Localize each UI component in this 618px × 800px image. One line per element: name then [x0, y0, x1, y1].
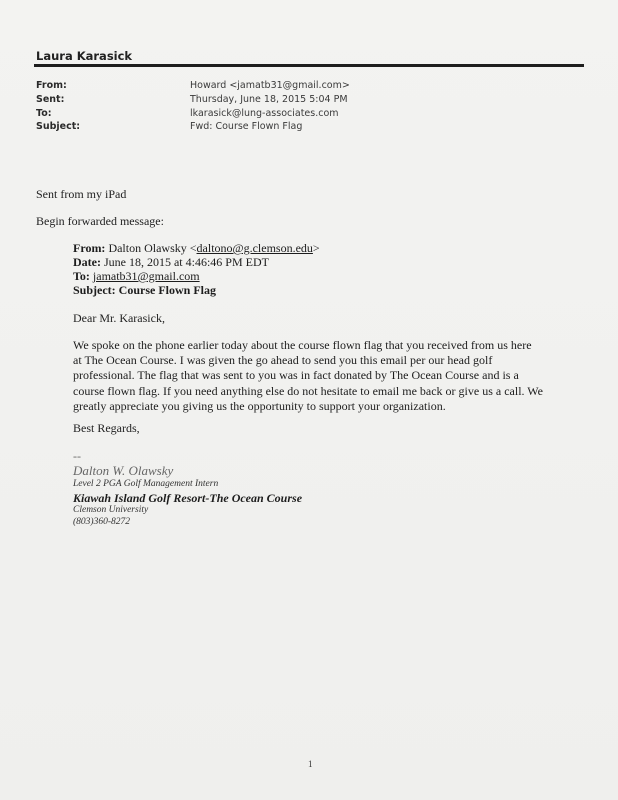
- forwarded-to-label: To:: [73, 269, 90, 283]
- header-from-label: From:: [36, 80, 67, 91]
- mailbox-owner-name: Laura Karasick: [36, 49, 133, 63]
- signature-separator: --: [73, 449, 81, 463]
- signature-title: Level 2 PGA Golf Management Intern: [73, 479, 219, 489]
- forwarded-subject-label: Subject:: [73, 283, 116, 297]
- header-subject-label: Subject:: [36, 121, 81, 132]
- forwarded-from-email-link[interactable]: daltono@g.clemson.edu: [196, 241, 313, 255]
- header-sent-value: Thursday, June 18, 2015 5:04 PM: [190, 94, 348, 105]
- forwarded-from-label: From:: [73, 241, 106, 255]
- forwarded-date-line: [73, 255, 269, 270]
- greeting: Dear Mr. Karasick,: [73, 311, 165, 325]
- message-body: We spoke on the phone earlier today about the course flown flag that you received from us here at The Ocean Course. I was given the go ahead to send you this email per our head golf professional. The flag that was sent to you was in fact donated by The Ocean Course and is a course flown flag. If you need anything else do not hesitate to email me back or give us a call. We greatly appreciate you giving us the opportunity to support your organization.: [73, 338, 543, 413]
- closing: Best Regards,: [73, 421, 140, 435]
- forwarded-date-label: Date:: [73, 255, 101, 269]
- forwarded-subject-line: [73, 283, 216, 298]
- forwarded-date-value: June 18, 2015 at 4:46:46 PM EDT: [103, 255, 269, 269]
- header-to-value: lkarasick@lung-associates.com: [190, 108, 339, 119]
- header-subject-value: Fwd: Course Flown Flag: [190, 121, 303, 132]
- signature-phone: (803)360-8272: [73, 517, 130, 527]
- header-to-label: To:: [36, 108, 52, 119]
- header-sent-label: Sent:: [36, 94, 65, 105]
- signature-company: Kiawah Island Golf Resort-The Ocean Course: [73, 491, 303, 505]
- page-number: 1: [308, 759, 313, 769]
- forwarded-to-email-link[interactable]: jamatb31@gmail.com: [92, 269, 200, 283]
- signature-school: Clemson University: [73, 505, 149, 515]
- signature-name: Dalton W. Olawsky: [73, 463, 174, 478]
- begin-forwarded-line: Begin forwarded message:: [36, 214, 164, 228]
- forwarded-from-name: Dalton Olawsky <: [108, 241, 197, 255]
- header-from-value: Howard <jamatb31@gmail.com>: [190, 80, 350, 91]
- forwarded-from-line: [73, 241, 320, 256]
- forwarded-subject-value: Course Flown Flag: [118, 283, 217, 297]
- header-rule: [34, 64, 584, 67]
- forwarded-to-line: [73, 269, 200, 284]
- forwarded-from-close: >: [312, 241, 320, 255]
- sent-from-line: Sent from my iPad: [36, 187, 127, 201]
